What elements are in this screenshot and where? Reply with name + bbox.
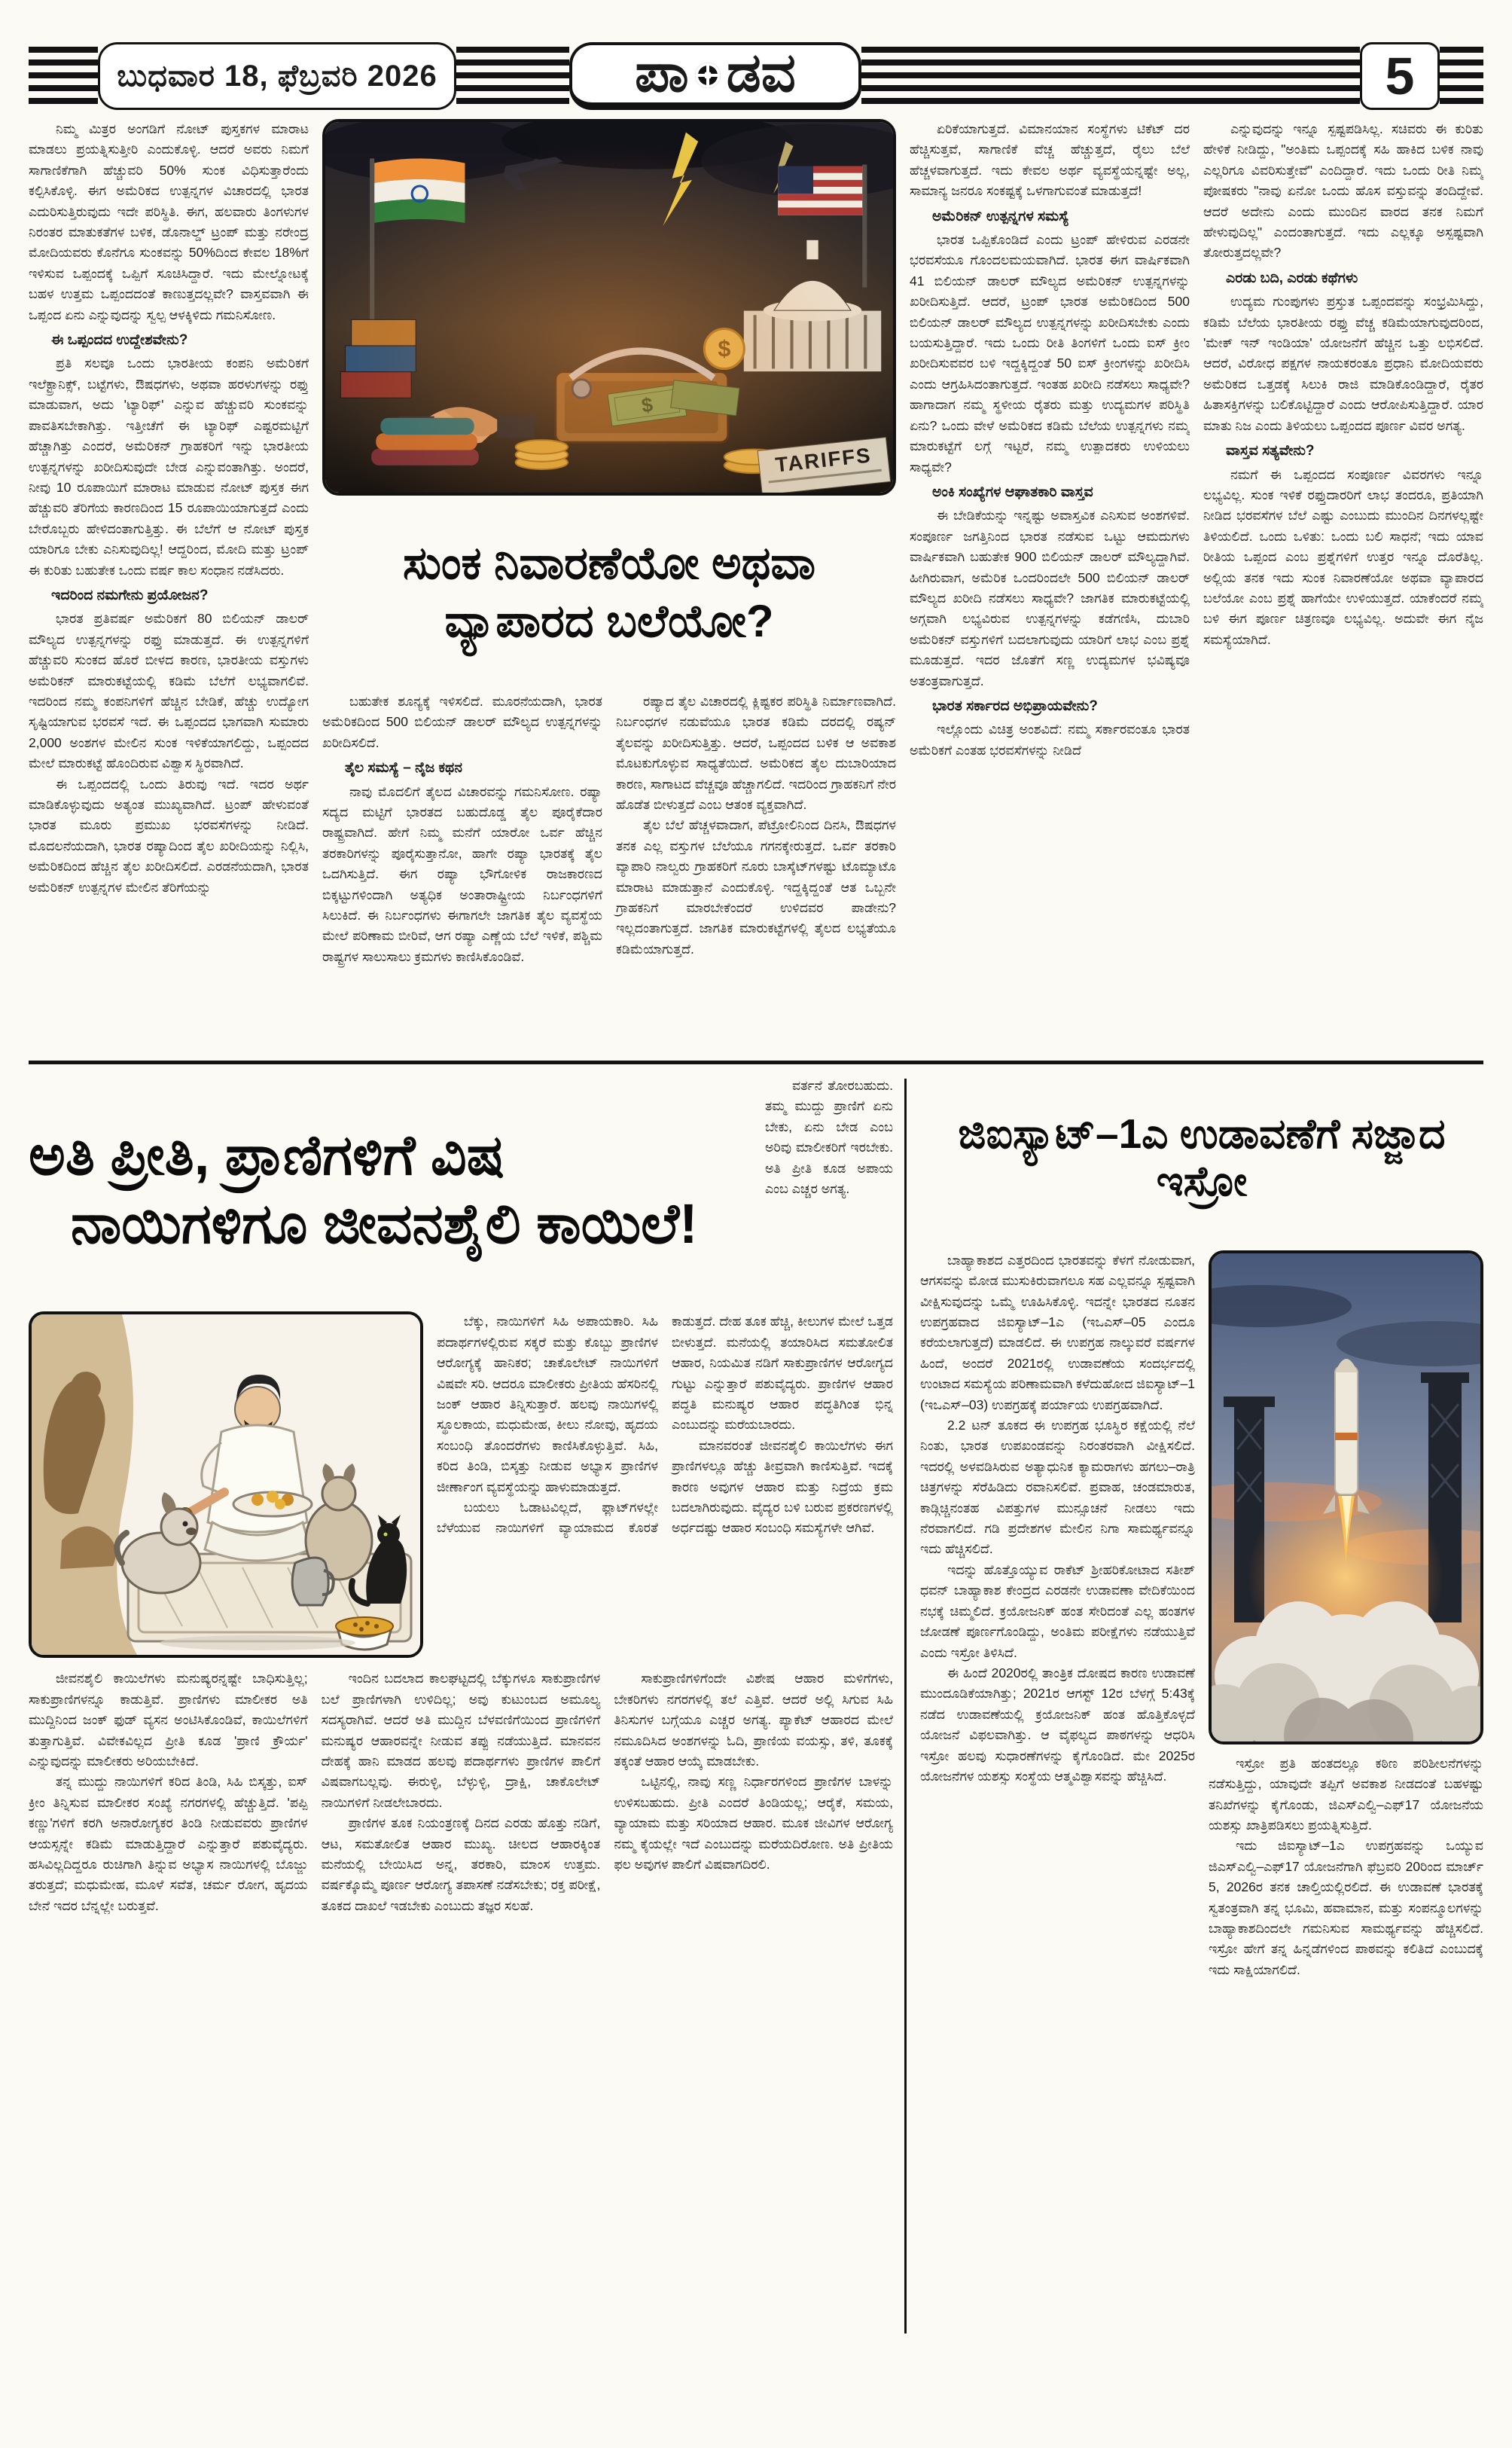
trade-collage-svg: [325, 122, 893, 493]
rocket-launch-photo: [1209, 1250, 1483, 1744]
body-paragraph: ಇದನ್ನು ಹೊತ್ತೊಯ್ಯುವ ರಾಕೆಟ್ ಶ್ರೀಹರಿಕೋಟಾದ ಸತೀಶ್ ಧವನ್ ಬಾಹ್ಯಾಕಾಶ ಕೇಂದ್ರದ ಎರಡನೇ ಉಡಾವಣಾ ವೇದಿಕೆಯಿಂದ ನಭಕ್ಕೆ ಚಿಮ್ಮಲಿದೆ. ಕ್ರಯೋಜನಿಕ್ ಹಂತ ಸೇರಿದಂತೆ ಎಲ್ಲ ಹಂತಗಳ ಜೋಡಣೆ ಪೂರ್ಣಗೊಂಡಿದ್ದು, ಅಂತಿಮ ಪರೀಕ್ಷೆಗಳು ನಡೆಯುತ್ತಿವೆ ಎಂದು ಇಸ್ರೋ ತಿಳಿಸಿದೆ.: [920, 1561, 1195, 1660]
body-paragraph: ಈ ಒಪ್ಪಂದದಲ್ಲಿ ಒಂದು ತಿರುವು ಇದೆ. ಇದರ ಅರ್ಥ ಮಾಡಿಕೊಳ್ಳುವುದು ಅತ್ಯಂತ ಮುಖ್ಯವಾಗಿದೆ. ಟ್ರಂಪ್ ಹೇಳುವಂತೆ ಭಾರತ ಮೂರು ಪ್ರಮುಖ ಭರವಸೆಗಳನ್ನು ನೀಡಿದೆ. ಮೊದಲನೆಯದಾಗಿ, ಭಾರತ ರಷ್ಯಾದಿಂದ ತೈಲ ಖರೀದಿಯನ್ನು ನಿಲ್ಲಿಸಿ, ಅಮೆರಿಕದಿಂದ ಹೆಚ್ಚಿನ ತೈಲ ಖರೀದಿಸಲಿದೆ. ಎರಡನೆಯದಾಗಿ, ಭಾರತ ಅಮೆರಿಕನ್ ಉತ್ಪನ್ನಗಳ ಮೇಲಿನ ತೆರಿಗೆಯನ್ನು: [29, 776, 309, 895]
trade-collage-illustration: [322, 119, 896, 496]
body-paragraph: ಬಯಲು ಓಡಾಟವಿಲ್ಲದೆ, ಫ್ಲಾಟ್‌ಗಳಲ್ಲೇ ಬೆಳೆಯುವ ನಾಯಿಗಳಿಗೆ ವ್ಯಾಯಾಮದ ಕೊರತೆ ಕಾಡುತ್ತದೆ. ದೇಹ ತೂಕ ಹೆಚ್ಚಿ, ಕೀಲುಗಳ ಮೇಲೆ ಒತ್ತಡ ಬೀಳುತ್ತದೆ. ಮನೆಯಲ್ಲಿ ತಯಾರಿಸಿದ ಸಮತೋಲಿತ ಆಹಾರ, ನಿಯಮಿತ ನಡಿಗೆ ಸಾಕುಪ್ರಾಣಿಗಳ ಆರೋಗ್ಯದ ಗುಟ್ಟು ಎನ್ನುತ್ತಾರೆ ಪಶುವೈದ್ಯರು. ಪ್ರಾಣಿಗಳ ಆಹಾರ ಪದ್ಧತಿ ಮನುಷ್ಯರ ಆಹಾರ ಪದ್ಧತಿಗಿಂತ ಭಿನ್ನ ಎಂಬುದನ್ನು ಮರೆಯಬಾರದು.: [437, 1314, 893, 1536]
newspaper-title: [569, 42, 861, 110]
pet-feeding-svg: [32, 1314, 420, 1655]
article2-headline: [29, 1122, 751, 1258]
masthead-stripes: [861, 47, 1360, 105]
title-prefix: ಪಾ: [635, 43, 689, 103]
body-paragraph: ಜೀವನಶೈಲಿ ಕಾಯಿಲೆಗಳು ಮನುಷ್ಯರನ್ನಷ್ಟೇ ಬಾಧಿಸುತ್ತಿಲ್ಲ; ಸಾಕುಪ್ರಾಣಿಗಳನ್ನೂ ಕಾಡುತ್ತಿವೆ. ಪ್ರಾಣಿಗಳು ಮಾಲೀಕರ ಅತಿ ಮುದ್ದಿನಿಂದ ಜಂಕ್ ಫುಡ್ ವ್ಯಸನ ಅಂಟಿಸಿಕೊಂಡಿವೆ, ಕಾಯಿಲೆಗಳಿಗೆ ತುತ್ತಾಗುತ್ತಿವೆ. ವಿವೇಕವಿಲ್ಲದ ಪ್ರೀತಿ ಕೂಡ 'ಪ್ರಾಣಿ ಕ್ರೌರ್ಯ' ಎನ್ನುವುದನ್ನು ಮಾಲೀಕರು ಅರಿಯಬೇಕಿದೆ.: [29, 1671, 308, 1769]
sub-heading: ಅಂಕಿ ಸಂಖ್ಯೆಗಳ ಆಘಾತಕಾರಿ ವಾಸ್ತವ: [932, 484, 1093, 500]
page-number-text: 5: [1385, 47, 1415, 105]
headline-line-2: ವ್ಯಾಪಾರದ ಬಲೆಯೋ?: [444, 595, 774, 646]
body-paragraph: ನಿಮ್ಮ ಮಿತ್ರರ ಅಂಗಡಿಗೆ ನೋಟ್ ಪುಸ್ತಕಗಳ ಮಾರಾಟ ಮಾಡಲು ಪ್ರಯತ್ನಿಸುತ್ತೀರಿ ಎಂದುಕೊಳ್ಳಿ. ಆದರೆ ಅವರು ನಿಮಗೆ ಸಾಗಾಣಿಕೆಗಾಗಿ ಹೆಚ್ಚುವರಿ 50% ಸುಂಕ ವಿಧಿಸುತ್ತಾರೆಂದು ಕಲ್ಪಿಸಿಕೊಳ್ಳಿ. ಈಗ ಅಮೆರಿಕದ ಉತ್ಪನ್ನಗಳ ವಿಚಾರದಲ್ಲಿ ಭಾರತ ಎದುರಿಸುತ್ತಿರುವುದು ಇದೇ ಪರಿಸ್ಥಿತಿ. ಈಗ, ಹಲವಾರು ತಿಂಗಳುಗಳ ನಿರಂತರ ಮಾತುಕತೆಗಳ ಬಳಿಕ, ಡೊನಾಲ್ಡ್ ಟ್ರಂಪ್ ಮತ್ತು ನರೇಂದ್ರ ಮೋದಿಯವರು ಕೊನೆಗೂ ಸುಂಕವನ್ನು 50%ದಿಂದ ಕೇವಲ 18%ಗೆ ಇಳಿಸುವ ಒಪ್ಪಂದಕ್ಕೆ ಒಪ್ಪಿಗೆ ಸೂಚಿಸಿದ್ದಾರೆ. ಇದು ಮೇಲ್ನೋಟಕ್ಕೆ ಬಹಳ ಉತ್ತಮ ಒಪ್ಪಂದದಂತೆ ಕಾಣುತ್ತದಲ್ಲವೇ? ವಾಸ್ತವವಾಗಿ ಈ ಒಪ್ಪಂದ ಏನು ಎನ್ನುವುದನ್ನು ಸ್ವಲ್ಪ ಆಳಕ್ಕಿಳಿದು ಗಮನಿಸೋಣ.: [29, 121, 309, 322]
body-paragraph: ವರ್ತನೆ ತೋರಬಹುದು. ತಮ್ಮ ಮುದ್ದು ಪ್ರಾಣಿಗೆ ಏನು ಬೇಕು, ಏನು ಬೇಡ ಎಂಬ ಅರಿವು ಮಾಲೀಕರಿಗೆ ಇರಬೇಕು. ಅತಿ ಪ್ರೀತಿ ಕೂಡ ಅಪಾಯ ಎಂಬ ಎಚ್ಚರ ಅಗತ್ಯ.: [765, 1078, 893, 1197]
headline-line-1: ಸುಂಕ ನಿವಾರಣೆಯೋ ಅಥವಾ: [402, 538, 816, 589]
sub-heading: ಇದರಿಂದ ನಮಗೇನು ಪ್ರಯೋಜನ?: [51, 587, 209, 603]
sub-heading: ವಾಸ್ತವ ಸತ್ಯವೇನು?: [1226, 443, 1315, 459]
date-text: ಬುಧವಾರ 18, ಫೆಬ್ರವರಿ 2026: [117, 59, 437, 93]
body-paragraph: ಪ್ರತಿ ಸಲವೂ ಒಂದು ಭಾರತೀಯ ಕಂಪನಿ ಅಮೆರಿಕಗೆ ಇಲೆಕ್ಟ್ರಾನಿಕ್ಸ್, ಬಟ್ಟೆಗಳು, ಔಷಧಗಳು, ಅಥವಾ ಹರಳುಗಳನ್ನು ರಫ್ತು ಮಾಡುವಾಗ, ಅದು 'ಟ್ಯಾರಿಫ್' ಎನ್ನುವ ಹೆಚ್ಚುವರಿ ಸುಂಕವನ್ನು ಪಾವತಿಸಬೇಕಾಗಿತ್ತು. ಇತ್ತೀಚೆಗೆ ಈ ಟ್ಯಾರಿಫ್ ಎಷ್ಟರಮಟ್ಟಿಗೆ ಹೆಚ್ಚಾಗಿತ್ತು ಎಂದರೆ, ಅಮೆರಿಕನ್ ಗ್ರಾಹಕರಿಗೆ ಇನ್ನು ಭಾರತೀಯ ಉತ್ಪನ್ನಗಳನ್ನು ಖರೀದಿಸುವುದೇ ಬೇಡ ಎನ್ನುವಂತಾಗಿತ್ತು. ಅಂದರೆ, ನೀವು 10 ರೂಪಾಯಿಗೆ ಮಾರಾಟ ಮಾಡುವ ನೋಟ್ ಪುಸ್ತಕ ಈಗ ಹೆಚ್ಚುವರಿ ತೆರಿಗೆಯ ಕಾರಣದಿಂದ 15 ರೂಪಾಯಿಯಾಗುತ್ತದೆ ಎಂದು ಬೇರೊಬ್ಬರು ಹೇಳಿದಂತಾಗುತ್ತಿತ್ತು. ಈ ಬೆಲೆಗೆ ಆ ನೋಟ್ ಪುಸ್ತಕ ಯಾರಿಗೂ ಬೇಕು ಎನಿಸುವುದಿಲ್ಲ! ಆದ್ದರಿಂದ, ಮೋದಿ ಮತ್ತು ಟ್ರಂಪ್ ಈ ಕುರಿತು ಬಹುತೇಕ ಒಂದು ವರ್ಷ ಕಾಲ ಸಂಧಾನ ನಡೆಸಿದರು.: [29, 356, 309, 578]
sub-heading: ಎರಡು ಬದಿ, ಎರಡು ಕಥೆಗಳು: [1226, 270, 1358, 286]
body-paragraph: ಬೆಕ್ಕು, ನಾಯಿಗಳಿಗೆ ಸಿಹಿ ಅಪಾಯಕಾರಿ. ಸಿಹಿ ಪದಾರ್ಥಗಳಲ್ಲಿರುವ ಸಕ್ಕರೆ ಮತ್ತು ಕೊಬ್ಬು ಪ್ರಾಣಿಗಳ ಆರೋಗ್ಯಕ್ಕೆ ಹಾನಿಕರ; ಚಾಕೊಲೇಟ್ ನಾಯಿಗಳಿಗೆ ವಿಷವೇ ಸರಿ. ಆದರೂ ಮಾಲೀಕರು ಪ್ರೀತಿಯ ಹೆಸರಿನಲ್ಲಿ ಜಂಕ್ ಆಹಾರ ತಿನ್ನಿಸುತ್ತಾರೆ. ಹಲವು ನಾಯಿಗಳಲ್ಲಿ ಸ್ಥೂಲಕಾಯ, ಮಧುಮೇಹ, ಕೀಲು ನೋವು, ಹೃದಯ ಸಂಬಂಧಿ ತೊಂದರೆಗಳು ಕಾಣಿಸಿಕೊಳ್ಳುತ್ತಿವೆ. ಸಿಹಿ, ಕರಿದ ತಿಂಡಿ, ಬಿಸ್ಕತ್ತು ನೀಡುವ ಅಭ್ಯಾಸ ಪ್ರಾಣಿಗಳ ಜೀರ್ಣಾಂಗ ವ್ಯವಸ್ಥೆಯನ್ನು ಹಾಳುಮಾಡುತ್ತದೆ.: [437, 1314, 658, 1494]
body-paragraph: ನಮಗೆ ಈ ಒಪ್ಪಂದದ ಸಂಪೂರ್ಣ ವಿವರಗಳು ಇನ್ನೂ ಲಭ್ಯವಿಲ್ಲ. ಸುಂಕ ಇಳಿಕೆ ರಫ್ತುದಾರರಿಗೆ ಲಾಭ ತಂದರೂ, ಪ್ರತಿಯಾಗಿ ನೀಡಿದ ಭರವಸೆಗಳ ಬೆಲೆ ಎಷ್ಟು ಎಂಬುದು ಮುಂದಿನ ದಿನಗಳಲ್ಲಷ್ಟೇ ತಿಳಿಯಲಿದೆ. ಒಂದು ಒಳಿತು: ಒಂದು ಬಲಿ ಸಾಧನೆ; ಇದು ಯಾವ ರೀತಿಯ ಒಪ್ಪಂದ ಎಂಬ ಪ್ರಶ್ನೆಗಳಿಗೆ ಉತ್ತರ ಇನ್ನೂ ದೊರೆತಿಲ್ಲ. ಅಲ್ಲಿಯ ತನಕ ಇದು ಸುಂಕ ನಿವಾರಣೆಯೋ ಅಥವಾ ವ್ಯಾಪಾರದ ಬಲೆಯೋ ಎಂಬ ಪ್ರಶ್ನೆ ಹಾಗೆಯೇ ಉಳಿಯುತ್ತದೆ. ಯಾಕೆಂದರೆ ನಮ್ಮ ಬಳಿ ಈಗ ಪೂರ್ಣ ಚಿತ್ರಣವೂ ಲಭ್ಯವಿಲ್ಲ. ಅದುವೇ ಈಗ ನೈಜ ಸಮಸ್ಯೆಯಾಗಿದೆ.: [1203, 466, 1483, 647]
masthead: [29, 42, 1483, 110]
body-paragraph: ಸಾಕುಪ್ರಾಣಿಗಳಿಗೆಂದೇ ವಿಶೇಷ ಆಹಾರ ಮಳಿಗೆಗಳು, ಬೇಕರಿಗಳು ನಗರಗಳಲ್ಲಿ ತಲೆ ಎತ್ತಿವೆ. ಆದರೆ ಅಲ್ಲಿ ಸಿಗುವ ಸಿಹಿ ತಿನಿಸುಗಳ ಬಗ್ಗೆಯೂ ಎಚ್ಚರ ಅಗತ್ಯ. ಪ್ಯಾಕೆಟ್ ಆಹಾರದ ಮೇಲೆ ನಮೂದಿಸಿದ ಅಂಶಗಳನ್ನು ಓದಿ, ಪ್ರಾಣಿಯ ವಯಸ್ಸು, ತಳಿ, ತೂಕಕ್ಕೆ ತಕ್ಕಂತೆ ಆಹಾರ ಆಯ್ಕೆ ಮಾಡಬೇಕು.: [614, 1671, 893, 1769]
article1-center: [322, 119, 896, 1055]
article1-headline: [322, 526, 896, 658]
body-paragraph: ಇದು ಜಿಐಸ್ಯಾಟ್–1ಎ ಉಪಗ್ರಹವನ್ನು ಒಯ್ಯುವ ಜಿಎಸ್ಎಲ್ವಿ–ಎಫ್17 ಯೋಜನೆಗಾಗಿ ಫೆಬ್ರವರಿ 20ರಿಂದ ಮಾರ್ಚ್ 5, 2026ರ ತನಕ ಚಾಲ್ತಿಯಲ್ಲಿರಲಿದೆ. ಈ ಉಡಾವಣೆ ಭಾರತಕ್ಕೆ ಸ್ವತಂತ್ರವಾಗಿ ತನ್ನ ಭೂಮಿ, ಹವಾಮಾನ, ಮತ್ತು ಸಂಪನ್ಮೂಲಗಳನ್ನು ಬಾಹ್ಯಾಕಾಶದಿಂದಲೇ ಗಮನಿಸುವ ಸಾಮರ್ಥ್ಯವನ್ನು ಹೆಚ್ಚಿಸಲಿದೆ. ಇಸ್ರೋ ಹೇಗೆ ತನ್ನ ಹಿನ್ನಡೆಗಳಿಂದ ಪಾಠವನ್ನು ಕಲಿತಿದೆ ಎಂಬುದಕ್ಕೆ ಇದು ಸಾಕ್ಷಿಯಾಗಲಿದೆ.: [1209, 1838, 1483, 1977]
masthead-stripes-right: [1440, 47, 1483, 105]
masthead-date: [98, 42, 456, 110]
body-paragraph: ತನ್ನ ಮುದ್ದು ನಾಯಿಗಳಿಗೆ ಕರಿದ ತಿಂಡಿ, ಸಿಹಿ ಬಿಸ್ಕತ್ತು, ಐಸ್ ಕ್ರೀಂ ತಿನ್ನಿಸುವ ಮಾಲೀಕರ ಸಂಖ್ಯೆ ನಗರಗಳಲ್ಲಿ ಹೆಚ್ಚುತ್ತಿದೆ. 'ಪಪ್ಪಿ ಕಣ್ಣು'ಗಳಿಗೆ ಕರಗಿ ಅನಾರೋಗ್ಯಕರ ತಿಂಡಿ ನೀಡುವವರು ಪ್ರಾಣಿಗಳ ಆಯಸ್ಸನ್ನೇ ಕಡಿಮೆ ಮಾಡುತ್ತಿದ್ದಾರೆ ಎನ್ನುತ್ತಾರೆ ಪಶುವೈದ್ಯರು. ಹಸಿವಿಲ್ಲದಿದ್ದರೂ ರುಚಿಗಾಗಿ ತಿನ್ನುವ ಅಭ್ಯಾಸ ನಾಯಿಗಳಲ್ಲಿ ಬೊಜ್ಜು ತರುತ್ತದೆ; ಮಧುಮೇಹ, ಮೂಳೆ ಸವೆತ, ಚರ್ಮ ರೋಗ, ಹೃದಯ ಬೇನೆ ಇದರ ಬೆನ್ನಲ್ಲೇ ಬರುತ್ತವೆ.: [29, 1774, 308, 1913]
sub-heading: ಈ ಒಪ್ಪಂದದ ಉದ್ದೇಶವೇನು?: [51, 332, 188, 349]
section-divider-vertical: [904, 1079, 907, 2334]
body-paragraph: ರಷ್ಯಾದ ತೈಲ ವಿಚಾರದಲ್ಲಿ ಕ್ಲಿಷ್ಟಕರ ಪರಿಸ್ಥಿತಿ ನಿರ್ಮಾಣವಾಗಿದೆ. ನಿರ್ಬಂಧಗಳ ನಡುವೆಯೂ ಭಾರತ ಕಡಿಮೆ ದರದಲ್ಲಿ ರಷ್ಯನ್ ತೈಲವನ್ನು ಖರೀದಿಸುತ್ತಿತ್ತು. ಆದರೆ, ಒಪ್ಪಂದದ ಬಳಿಕ ಆ ಅವಕಾಶ ಮೊಟಕುಗೊಳ್ಳುವ ಸಾಧ್ಯತೆಯಿದೆ. ಅಮೆರಿಕದ ತೈಲ ದುಬಾರಿಯಾದ ಕಾರಣ, ಸಾಗಾಟದ ವೆಚ್ಚವೂ ಹೆಚ್ಚಾಗಲಿದೆ. ಇದರಿಂದ ಗ್ರಾಹಕನಿಗೆ ನೇರ ಹೊಡೆತ ಬೀಳುತ್ತದೆ ಎಂಬ ಆತಂಕ ವ್ಯಕ್ತವಾಗಿದೆ.: [616, 693, 896, 812]
body-paragraph: ಇಂದಿನ ಬದಲಾದ ಕಾಲಘಟ್ಟದಲ್ಲಿ ಬೆಕ್ಕುಗಳೂ ಸಾಕುಪ್ರಾಣಿಗಳ ಬಲೆ ಪ್ರಾಣಿಗಳಾಗಿ ಉಳಿದಿಲ್ಲ; ಅವು ಕುಟುಂಬದ ಅಮೂಲ್ಯ ಸದಸ್ಯರಾಗಿವೆ. ಆದರೆ ಅತಿ ಮುದ್ದಿನ ಬೆಳವಣಿಗೆಯಿಂದ ಪ್ರಾಣಿಗಳಿಗೆ ಮನುಷ್ಯರ ಆಹಾರವನ್ನೇ ನೀಡುವ ತಪ್ಪು ನಡೆಯುತ್ತಿದೆ. ಮಾನವನ ದೇಹಕ್ಕೆ ಹಾನಿ ಮಾಡದ ಹಲವು ಪದಾರ್ಥಗಳು ಪ್ರಾಣಿಗಳ ಪಾಲಿಗೆ ವಿಷವಾಗಬಲ್ಲವು. ಈರುಳ್ಳಿ, ಬೆಳ್ಳುಳ್ಳಿ, ದ್ರಾಕ್ಷಿ, ಚಾಕೊಲೇಟ್ ನಾಯಿಗಳಿಗೆ ನೀಡಲೇಬಾರದು.: [321, 1671, 601, 1810]
article1-middle-text: [322, 691, 896, 1055]
section-divider-horizontal: [29, 1061, 1483, 1064]
body-paragraph: ಉದ್ಯಮ ಗುಂಪುಗಳು ಪ್ರಸ್ತುತ ಒಪ್ಪಂದವನ್ನು ಸಂಭ್ರಮಿಸಿದ್ದು, ಕಡಿಮೆ ಬೆಲೆಯ ಭಾರತೀಯ ರಫ್ತು ವೆಚ್ಚ ಕಡಿಮೆಯಾಗುವುದರಿಂದ, 'ಮೇಕ್ ಇನ್ ಇಂಡಿಯಾ' ಯೋಜನೆಗೆ ಹೆಚ್ಚಿನ ಒತ್ತು ಲಭಿಸಲಿದೆ. ಆದರೆ, ವಿರೋಧ ಪಕ್ಷಗಳ ನಾಯಕರಂತೂ ಪ್ರಧಾನಿ ಮೋದಿಯವರು ಅಮೆರಿಕದ ಒತ್ತಡಕ್ಕೆ ಸಿಲುಕಿ ರಾಜಿ ಮಾಡಿಕೊಂಡಿದ್ದಾರೆ, ರೈತರ ಹಿತಾಸಕ್ತಿಗಳನ್ನು ಬಲಿಕೊಟ್ಟಿದ್ದಾರೆ ಎಂದು ಆರೋಪಿಸುತ್ತಿದ್ದಾರೆ. ಯಾರ ಮಾತು ನಿಜ ಎಂದು ತಿಳಿಯಲು ಒಪ್ಪಂದದ ಪೂರ್ಣ ವಿವರ ಅಗತ್ಯ.: [1203, 294, 1483, 433]
page-number: [1360, 42, 1440, 110]
article1-column-5: [1203, 119, 1483, 1055]
headline-line-2: ನಾಯಿಗಳಿಗೂ ಜೀವನಶೈಲಿ ಕಾಯಿಲೆ!: [71, 1192, 698, 1255]
body-paragraph: ಒಟ್ಟಿನಲ್ಲಿ, ನಾವು ಸಣ್ಣ ನಿರ್ಧಾರಗಳಿಂದ ಪ್ರಾಣಿಗಳ ಬಾಳನ್ನು ಉಳಿಸಬಹುದು. ಪ್ರೀತಿ ಎಂದರೆ ತಿಂಡಿಯಲ್ಲ; ಆರೈಕೆ, ಸಮಯ, ವ್ಯಾಯಾಮ ಮತ್ತು ಸರಿಯಾದ ಆಹಾರ. ಮೂಕ ಜೀವಿಗಳ ಆರೋಗ್ಯ ನಮ್ಮ ಕೈಯಲ್ಲೇ ಇದೆ ಎಂಬುದನ್ನು ಮರೆಯದಿರೋಣ. ಅತಿ ಪ್ರೀತಿಯ ಫಲ ಅವುಗಳ ಪಾಲಿಗೆ ವಿಷವಾಗದಿರಲಿ.: [614, 1774, 893, 1872]
article2-middle-text: [437, 1311, 893, 1658]
body-paragraph: ತೈಲ ಬೆಲೆ ಹೆಚ್ಚಳವಾದಾಗ, ಪೆಟ್ರೋಲಿನಿಂದ ದಿನಸಿ, ಔಷಧಗಳ ತನಕ ಎಲ್ಲ ವಸ್ತುಗಳ ಬೆಲೆಯೂ ಗಗನಕ್ಕೇರುತ್ತದೆ. ಒರ್ವ ತರಕಾರಿ ವ್ಯಾಪಾರಿ ನಾಲ್ವರು ಗ್ರಾಹಕರಿಗೆ ನೂರು ಬಾಸ್ಕೆಟ್‌ಗಳಷ್ಟು ಟೊಮ್ಯಾಟೊ ಮಾರಾಟ ಮಾಡುತ್ತಾನೆ ಎಂದುಕೊಳ್ಳಿ. ಇದ್ದಕ್ಕಿದ್ದಂತೆ ಆತ ಒಬ್ಬನೇ ಗ್ರಾಹಕನಿಗೆ ಮಾರಬೇಕೆಂದರೆ ಉಳಿದವರ ಪಾಡೇನು? ಇಲ್ಲದಂತಾಗುತ್ತದೆ. ಜಾಗತಿಕ ಮಾರುಕಟ್ಟೆಗಳಲ್ಲಿ ತೈಲದ ಲಭ್ಯತೆಯೂ ಕಡಿಮೆಯಾಗುತ್ತದೆ.: [616, 817, 896, 957]
article-isro-launch: [920, 1076, 1483, 2337]
body-paragraph: ಎನ್ನುವುದನ್ನು ಇನ್ನೂ ಸ್ಪಷ್ಟಪಡಿಸಿಲ್ಲ. ಸಚಿವರು ಈ ಕುರಿತು ಹೇಳಿಕೆ ನೀಡಿದ್ದು, "ಅಂತಿಮ ಒಪ್ಪಂದಕ್ಕೆ ಸಹಿ ಹಾಕಿದ ಬಳಿಕ ನಾವು ಎಲ್ಲರಿಗೂ ವಿವರಿಸುತ್ತೇವೆ" ಎಂದಿದ್ದಾರೆ. ಇದು ಒಂದು ರೀತಿ ನಿಮ್ಮ ಪೋಷಕರು "ನಾವು ಏನೋ ಒಂದು ಹೊಸ ವಸ್ತುವನ್ನು ತಂದಿದ್ದೇವೆ. ಆದರೆ ಅದೇನು ಎಂದು ಮುಂದಿನ ವಾರದ ತನಕ ನಿಮಗೆ ಹೇಳುವುದಿಲ್ಲ" ಎಂದಂತಾಗುತ್ತದೆ. ಇದು ಎಲ್ಲಕ್ಕೂ ಅಸ್ಪಷ್ಟವಾಗಿ ತೋರುತ್ತದಲ್ಲವೇ?: [1203, 121, 1483, 261]
body-paragraph: ನಾವು ಮೊದಲಿಗೆ ತೈಲದ ವಿಚಾರವನ್ನು ಗಮನಿಸೋಣ. ರಷ್ಯಾ ಸದ್ಯದ ಮಟ್ಟಿಗೆ ಭಾರತದ ಬಹುದೊಡ್ಡ ತೈಲ ಪೂರೈಕೆದಾರ ರಾಷ್ಟ್ರವಾಗಿದೆ. ಹೇಗೆ ನಿಮ್ಮ ಮನೆಗೆ ಯಾರೋ ಒರ್ವ ಹೆಚ್ಚಿನ ತರಕಾರಿಗಳನ್ನು ಪೂರೈಸುತ್ತಾನೋ, ಹಾಗೇ ರಷ್ಯಾ ಭಾರತಕ್ಕೆ ತೈಲ ಒದಗಿಸುತ್ತಿದೆ. ಈಗ ರಷ್ಯಾ ಭೌಗೋಳಿಕ ರಾಜಕಾರಣದ ಬಿಕ್ಕಟ್ಟುಗಳಿಂದಾಗಿ ಅತ್ಯಧಿಕ ಅಂತಾರಾಷ್ಟ್ರೀಯ ನಿರ್ಬಂಧಗಳಿಗೆ ಸಿಲುಕಿದೆ. ಈ ನಿರ್ಬಂಧಗಳು ಈಗಾಗಲೇ ಜಾಗತಿಕ ತೈಲ ವ್ಯವಸ್ಥೆಯ ಮೇಲೆ ಪರಿಣಾಮ ಬೀರಿವೆ, ಆಗ ರಷ್ಯಾ ಎಣ್ಣೆಯ ಬೆಲೆ ಇಳಿಕೆ, ಪಶ್ಚಿಮ ರಾಷ್ಟ್ರಗಳ ಸಾಲುಸಾಲು ಕ್ರಮಗಳು ಕಾಣಿಸಿಕೊಂಡಿವೆ.: [322, 783, 602, 964]
body-paragraph: ಈ ಹಿಂದೆ 2020ರಲ್ಲಿ ತಾಂತ್ರಿಕ ದೋಷದ ಕಾರಣ ಉಡಾವಣೆ ಮುಂದೂಡಿಕೆಯಾಗಿತ್ತು; 2021ರ ಆಗಸ್ಟ್ 12ರ ಬೆಳಗ್ಗೆ 5:43ಕ್ಕೆ ನಡೆದ ಉಡಾವಣೆಯಲ್ಲಿ ಕ್ರಯೋಜನಿಕ್ ಹಂತ ಹೊತ್ತಿಕೊಳ್ಳದೆ ಯೋಜನೆ ವಿಫಲವಾಗಿತ್ತು. ಆ ವೈಫಲ್ಯದ ಪಾಠಗಳನ್ನು ಆಧರಿಸಿ ಇಸ್ರೋ ಹಲವು ಸುಧಾರಣೆಗಳನ್ನು ಕೈಗೊಂಡಿದೆ. ಮೇ 2025ರ ಯೋಜನೆಗಳ ಯಶಸ್ಸು ಸಂಸ್ಥೆಯ ಆತ್ಮವಿಶ್ವಾಸವನ್ನು ಹೆಚ್ಚಿಸಿದೆ.: [920, 1665, 1195, 1784]
rocket-launch-svg: [1212, 1253, 1480, 1741]
body-paragraph: ಭಾರತ ಒಪ್ಪಿಕೊಂಡಿದೆ ಎಂದು ಟ್ರಂಪ್ ಹೇಳಿರುವ ಎರಡನೇ ಭರವಸೆಯೂ ಗೊಂದಲಮಯವಾಗಿದೆ. ಭಾರತ ಈಗ ವಾರ್ಷಿಕವಾಗಿ 41 ಬಿಲಿಯನ್ ಡಾಲರ್ ಮೌಲ್ಯದ ಅಮೆರಿಕನ್ ಉತ್ಪನ್ನಗಳನ್ನು ಖರೀದಿಸುತ್ತಿದೆ. ಆದರೆ, ಟ್ರಂಪ್ ಭಾರತ ಅಮೆರಿಕದಿಂದ 500 ಬಿಲಿಯನ್ ಡಾಲರ್ ಮೌಲ್ಯದ ಉತ್ಪನ್ನಗಳನ್ನು ಖರೀದಿಸಬೇಕು ಎಂದು ಬಯಸುತ್ತಿದ್ದಾರೆ. ಇದು ಒಂದು ರೀತಿ ತಿಂಗಳಿಗೆ ಒಂದು ಐಸ್ ಕ್ರೀಂ ಖರೀದಿಸುವವರ ಬಳಿ ಇದ್ದಕ್ಕಿದ್ದಂತೆ 50 ಐಸ್ ಕ್ರೀಂಗಳನ್ನು ಖರೀದಿಸಿ ಎಂದು ಆಗ್ರಹಿಸಿದಂತಾಗುತ್ತದೆ. ಇಂತಹ ಖರೀದಿ ನಡೆಸಲು ಸಾಧ್ಯವೇ? ಹಾಗಾದಾಗ ನಮ್ಮ ಸ್ಥಳೀಯ ರೈತರು ಮತ್ತು ಉದ್ಯಮಗಳ ಪರಿಸ್ಥಿತಿ ಏನು? ಒಂದು ವೇಳೆ ಅಮೆರಿಕದ ಕಡಿಮೆ ಬೆಲೆಯ ಉತ್ಪನ್ನಗಳು ನಮ್ಮ ಮಾರುಕಟ್ಟೆಗೆ ಲಗ್ಗೆ ಇಟ್ಟರೆ, ನಮ್ಮ ಉತ್ಪಾದಕರು ಉಳಿಯಲು ಸಾಧ್ಯವೇ?: [910, 232, 1190, 475]
article1-column-4: [910, 119, 1190, 1055]
masthead-stripes-left: [29, 47, 98, 105]
body-paragraph: ಈ ಬೇಡಿಕೆಯನ್ನು ಇನ್ನಷ್ಟು ಅವಾಸ್ತವಿಕ ಎನಿಸುವ ಅಂಶಗಳಿವೆ. ಸಂಪೂರ್ಣ ಜಗತ್ತಿನಿಂದ ಭಾರತ ನಡೆಸುವ ಒಟ್ಟು ಆಮದುಗಳು ವಾರ್ಷಿಕವಾಗಿ ಬಹುತೇಕ 900 ಬಿಲಿಯನ್ ಡಾಲರ್ ಮೌಲ್ಯದ್ದಾಗಿವೆ. ಹೀಗಿರುವಾಗ, ಅಮೆರಿಕ ಒಂದರಿಂದಲೇ 500 ಬಿಲಿಯನ್ ಡಾಲರ್ ಮೌಲ್ಯದ ಖರೀದಿ ನಡೆಸಲು ಸಾಧ್ಯವೇ? ಜಾಗತಿಕ ಮಾರುಕಟ್ಟೆಯಲ್ಲಿ ಅಗ್ಗವಾಗಿ ಲಭ್ಯವಿರುವ ಉತ್ಪನ್ನಗಳನ್ನು ಕಡೆಗಣಿಸಿ, ದುಬಾರಿ ಅಮೆರಿಕನ್ ವಸ್ತುಗಳಿಗೆ ಬದಲಾಗುವುದು ಯಾರಿಗೆ ಲಾಭ ಎಂಬ ಪ್ರಶ್ನೆ ಮೂಡುತ್ತದೆ. ಇದರ ಜೊತೆಗೆ ಸಣ್ಣ ಉದ್ಯಮಗಳ ಭವಿಷ್ಯವೂ ಅತಂತ್ರವಾಗುತ್ತದೆ.: [910, 508, 1190, 688]
target-icon: [695, 63, 721, 88]
sub-heading: ಭಾರತ ಸರ್ಕಾರದ ಅಭಿಪ್ರಾಯವೇನು?: [932, 697, 1098, 714]
body-paragraph: ಇಲ್ಲೊಂದು ವಿಚಿತ್ರ ಅಂಶವಿದೆ: ನಮ್ಮ ಸರ್ಕಾರವಂತೂ ಭಾರತ ಅಮೆರಿಕಗೆ ಎಂತಹ ಭರವಸೆಗಳನ್ನು ನೀಡಿದೆ: [910, 722, 1190, 758]
sub-heading: ತೈಲ ಸಮಸ್ಯೆ – ನೈಜ ಕಥನ: [345, 760, 462, 777]
body-paragraph: ಪ್ರಾಣಿಗಳ ತೂಕ ನಿಯಂತ್ರಣಕ್ಕೆ ದಿನದ ಎರಡು ಹೊತ್ತು ನಡಿಗೆ, ಆಟ, ಸಮತೋಲಿತ ಆಹಾರ ಮುಖ್ಯ. ಚೀಲದ ಆಹಾರಕ್ಕಿಂತ ಮನೆಯಲ್ಲಿ ಬೇಯಿಸಿದ ಅನ್ನ, ತರಕಾರಿ, ಮಾಂಸ ಉತ್ತಮ. ವರ್ಷಕ್ಕೊಮ್ಮೆ ಪೂರ್ಣ ಆರೋಗ್ಯ ತಪಾಸಣೆ ನಡೆಸಬೇಕು; ರಕ್ತ ಪರೀಕ್ಷೆ, ತೂಕದ ದಾಖಲೆ ಇಡಬೇಕು ಎಂಬುದು ತಜ್ಞರ ಸಲಹೆ.: [321, 1815, 601, 1913]
article3-right-text: [1209, 1754, 1483, 2448]
headline-line-1: ಅತಿ ಪ್ರೀತಿ, ಪ್ರಾಣಿಗಳಿಗೆ ವಿಷ: [29, 1124, 505, 1187]
body-paragraph: ಮಾನವರಂತೆ ಜೀವನಶೈಲಿ ಕಾಯಿಲೆಗಳು ಈಗ ಪ್ರಾಣಿಗಳಲ್ಲೂ ಹೆಚ್ಚು ತೀವ್ರವಾಗಿ ಕಾಣಿಸುತ್ತಿವೆ. ಇದಕ್ಕೆ ಕಾರಣ ಅವುಗಳ ಆಹಾರ ಮತ್ತು ನಿದ್ರೆಯ ಕ್ರಮ ಬದಲಾಗಿರುವುದು. ವೈದ್ಯರ ಬಳಿ ಬರುವ ಪ್ರಕರಣಗಳಲ್ಲಿ ಅರ್ಧದಷ್ಟು ಆಹಾರ ಸಂಬಂಧಿ ಸಮಸ್ಯೆಗಳೇ ಆಗಿವೆ.: [672, 1437, 893, 1536]
pet-feeding-illustration: [29, 1311, 423, 1658]
body-paragraph: ಭಾರತ ಪ್ರತಿವರ್ಷ ಅಮೆರಿಕಗೆ 80 ಬಿಲಿಯನ್ ಡಾಲರ್ ಮೌಲ್ಯದ ಉತ್ಪನ್ನಗಳನ್ನು ರಫ್ತು ಮಾಡುತ್ತದೆ. ಈ ಉತ್ಪನ್ನಗಳಿಗೆ ಹೆಚ್ಚುವರಿ ಸುಂಕದ ಹೊರೆ ಬೀಳದ ಕಾರಣ, ಭಾರತೀಯ ವಸ್ತುಗಳು ಅಮೆರಿಕನ್ ಮಾರುಕಟ್ಟೆಯಲ್ಲಿ ಕಡಿಮೆ ಬೆಲೆಗೆ ಲಭ್ಯವಾಗಲಿವೆ. ಇದರಿಂದ ನಮ್ಮ ಕಂಪನಿಗಳಿಗೆ ಹೆಚ್ಚಿನ ಬೇಡಿಕೆ, ಹೆಚ್ಚು ಉದ್ಯೋಗ ಸೃಷ್ಟಿಯಾಗುವ ಭರವಸೆ ಇದೆ. ಈ ಒಪ್ಪಂದದ ಭಾಗವಾಗಿ ಸುಮಾರು 2,000 ಅಂಶಗಳ ಮೇಲಿನ ಸುಂಕ ಇಳಿಕೆಯಾಗಲಿದ್ದು, ಒಪ್ಪಂದದ ಮೇಲೆ ಮಾರುಕಟ್ಟೆ ಹೊಂದಿರುವ ವಿಶ್ವಾಸ ಸ್ಥಿರವಾಗಿದೆ.: [29, 611, 309, 771]
article-pet-lifestyle: [29, 1076, 893, 2337]
article1-column-1: [29, 119, 309, 1055]
body-paragraph: ಇಸ್ರೋ ಪ್ರತಿ ಹಂತದಲ್ಲೂ ಕಠಿಣ ಪರಿಶೀಲನೆಗಳನ್ನು ನಡೆಸುತ್ತಿದ್ದು, ಯಾವುದೇ ತಪ್ಪಿಗೆ ಅವಕಾಶ ನೀಡದಂತೆ ಬಹಳಷ್ಟು ತನಿಖೆಗಳನ್ನು ಕೈಗೊಂಡು, ಜಿಎಸ್ಎಲ್ವಿ–ಎಫ್17 ಯೋಜನೆಯ ಯಶಸ್ಸು ಖಾತ್ರಿಪಡಿಸಲು ಪ್ರಯತ್ನಿಸುತ್ತಿದೆ.: [1209, 1755, 1483, 1833]
article2-bottom-text: [29, 1668, 893, 2337]
sub-heading: ಅಮೆರಿಕನ್ ಉತ್ಪನ್ನಗಳ ಸಮಸ್ಯೆ: [932, 208, 1069, 224]
article2-side-column: [765, 1076, 893, 1235]
body-paragraph: 2.2 ಟನ್ ತೂಕದ ಈ ಉಪಗ್ರಹ ಭೂಸ್ಥಿರ ಕಕ್ಷೆಯಲ್ಲಿ ನೆಲೆ ನಿಂತು, ಭಾರತ ಉಪಖಂಡವನ್ನು ನಿರಂತರವಾಗಿ ವೀಕ್ಷಿಸಲಿದೆ. ಇದರಲ್ಲಿ ಅಳವಡಿಸಿರುವ ಅತ್ಯಾಧುನಿಕ ಕ್ಯಾಮರಾಗಳು ಹಗಲು–ರಾತ್ರಿ ಚಿತ್ರಗಳನ್ನು ಸೆರೆಹಿಡಿದು ರವಾನಿಸಲಿವೆ. ಪ್ರವಾಹ, ಚಂಡಮಾರುತ, ಕಾಡ್ಗಿಚ್ಚಿನಂತಹ ವಿಪತ್ತುಗಳ ಮುನ್ಸೂಚನೆ ನೀಡಲು ಇದು ನೆರವಾಗಲಿದೆ. ಗಡಿ ಪ್ರದೇಶಗಳ ಮೇಲಿನ ನಿಗಾ ಸಾಮರ್ಥ್ಯವನ್ನೂ ಇದು ಹೆಚ್ಚಿಸಲಿದೆ.: [920, 1418, 1195, 1557]
body-paragraph: ಬಾಹ್ಯಾಕಾಶದ ಎತ್ತರದಿಂದ ಭಾರತವನ್ನು ಕೆಳಗೆ ನೋಡುವಾಗ, ಆಗಸವನ್ನು ಮೋಡ ಮುಸುಕಿರುವಾಗಲೂ ಸಹ ಎಲ್ಲವನ್ನೂ ಸ್ಪಷ್ಟವಾಗಿ ವೀಕ್ಷಿಸುವುದನ್ನು ಒಮ್ಮೆ ಊಹಿಸಿಕೊಳ್ಳಿ. ಇದನ್ನೇ ಭಾರತದ ನೂತನ ಉಪಗ್ರಹವಾದ ಜಿಐಸ್ಯಾಟ್–1ಎ (ಇಒಎಸ್–05 ಎಂದೂ ಕರೆಯಲಾಗುತ್ತದೆ) ಮಾಡಲಿದೆ. ಈ ಉಪಗ್ರಹ ನಾಲ್ಕುವರೆ ವರ್ಷಗಳ ಹಿಂದೆ, ಅಂದರೆ 2021ರಲ್ಲಿ ಉಡಾವಣೆಯ ಸಂದರ್ಭದಲ್ಲಿ ಉಂಟಾದ ಸಮಸ್ಯೆಯ ಪರಿಣಾಮವಾಗಿ ಕಳೆದುಹೋದ ಜಿಐಸ್ಯಾಟ್–1 (ಇಒಎಸ್–03) ಉಪಗ್ರಹಕ್ಕೆ ಪರ್ಯಾಯ ಉಪಗ್ರಹವಾಗಿದೆ.: [920, 1252, 1195, 1412]
article3-column-right: [1209, 1250, 1483, 2448]
body-paragraph: ಬಹುತೇಕ ಶೂನ್ಯಕ್ಕೆ ಇಳಿಸಲಿದೆ. ಮೂರನೆಯದಾಗಿ, ಭಾರತ ಅಮೆರಿಕದಿಂದ 500 ಬಿಲಿಯನ್ ಡಾಲರ್ ಮೌಲ್ಯದ ಉತ್ಪನ್ನಗಳನ್ನು ಖರೀದಿಸಲಿದೆ.: [322, 693, 602, 750]
article-trade-deal: [29, 119, 1483, 1055]
masthead-stripes: [456, 47, 569, 105]
title-suffix: ಡವ: [726, 43, 796, 103]
article3-headline: ಜಿಐಸ್ಯಾಟ್–1ಎ ಉಡಾವಣೆಗೆ ಸಜ್ಜಾದ ಇಸ್ರೋ: [958, 1110, 1446, 1204]
body-paragraph: ಏರಿಕೆಯಾಗುತ್ತದೆ. ವಿಮಾನಯಾನ ಸಂಸ್ಥೆಗಳು ಟಿಕೆಟ್ ದರ ಹೆಚ್ಚಿಸುತ್ತವೆ, ಸಾಗಾಣಿಕೆ ವೆಚ್ಚ ಹೆಚ್ಚುತ್ತದೆ, ರೈಲು ಬೆಲೆ ಹೆಚ್ಚಳವಾಗುತ್ತದೆ. ಇದು ಕೇವಲ ಅರ್ಥ ವ್ಯವಸ್ಥೆಯನ್ನಷ್ಟೇ ಅಲ್ಲ, ಸಾಮಾನ್ಯ ಜನರೂ ಸಂಕಷ್ಟಕ್ಕೆ ಒಳಗಾಗುವಂತೆ ಮಾಡುತ್ತದೆ!: [910, 121, 1190, 199]
article3-column-left: [920, 1250, 1195, 2448]
